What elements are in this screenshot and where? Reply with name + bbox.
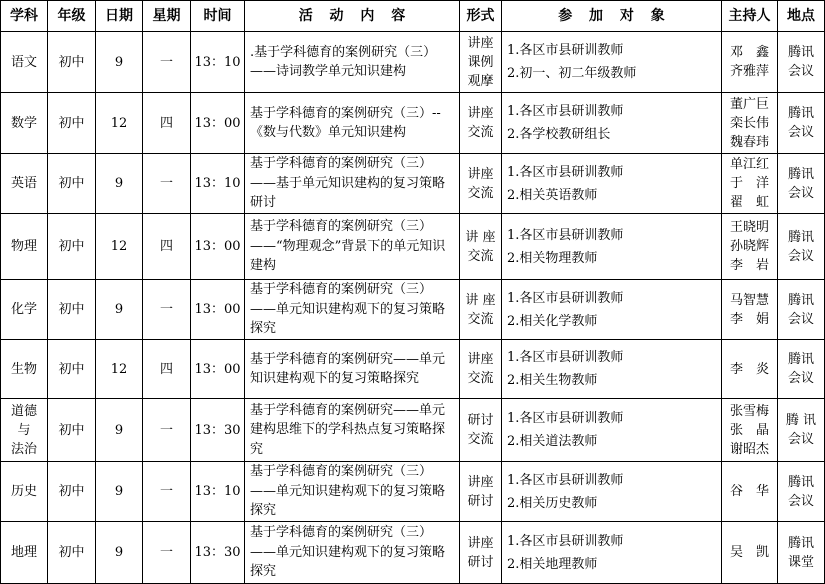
location-line: 腾讯 bbox=[787, 229, 814, 245]
host-name: 栾长伟 bbox=[729, 115, 769, 131]
participant-line: 2.相关地理教师 bbox=[507, 556, 598, 572]
participant-line: 1.各区市县研训教师 bbox=[507, 533, 624, 549]
host-cell bbox=[722, 522, 778, 584]
form-line: 交流 bbox=[467, 248, 494, 264]
content-text: 基于学科德育的案例研究（三）--《数与代数》单元知识建构 bbox=[250, 105, 441, 140]
date-cell: 9 bbox=[96, 522, 143, 584]
grade-cell: 初中 bbox=[48, 399, 96, 462]
location-line: 会议 bbox=[787, 64, 814, 79]
host-name: 董广巨 bbox=[729, 96, 769, 112]
host-name: 谷 华 bbox=[729, 484, 769, 499]
participants-cell bbox=[502, 522, 722, 584]
date-cell: 12 bbox=[96, 214, 143, 280]
participants-cell bbox=[502, 93, 722, 154]
subject-text: 物理 bbox=[10, 239, 37, 254]
weekday-cell: 四 bbox=[143, 340, 191, 399]
header-weekday: 星期 bbox=[143, 1, 191, 32]
form-line: 研讨 bbox=[467, 493, 494, 509]
location-line: 会议 bbox=[787, 125, 814, 140]
host-name: 李 娟 bbox=[729, 311, 769, 327]
form-line: 讲座 bbox=[467, 106, 494, 121]
time-cell: 13：30 bbox=[191, 399, 245, 462]
host-cell bbox=[722, 399, 778, 462]
date-cell: 9 bbox=[96, 154, 143, 214]
participant-line: 2.各学校教研组长 bbox=[507, 127, 611, 142]
header-subject: 学科 bbox=[1, 1, 48, 32]
location-cell bbox=[778, 462, 825, 522]
participants-cell bbox=[502, 280, 722, 340]
grade-cell: 初中 bbox=[48, 522, 96, 584]
content-cell bbox=[245, 154, 460, 214]
participants-cell bbox=[502, 340, 722, 399]
content-cell bbox=[245, 522, 460, 584]
content-cell bbox=[245, 399, 460, 462]
content-cell bbox=[245, 280, 460, 340]
weekday-cell: 一 bbox=[143, 522, 191, 584]
subject-text: 与 bbox=[17, 422, 31, 438]
host-name: 李 岩 bbox=[729, 258, 769, 273]
time-cell: 13：00 bbox=[191, 93, 245, 154]
location-line: 腾 讯 bbox=[785, 413, 817, 428]
form-line: 观摩 bbox=[467, 73, 494, 89]
subject-cell bbox=[1, 340, 48, 399]
subject-text: 历史 bbox=[10, 484, 37, 499]
location-line: 会议 bbox=[787, 432, 814, 447]
subject-text: 生物 bbox=[10, 361, 37, 377]
host-name: 翟 虹 bbox=[729, 195, 769, 210]
form-cell bbox=[460, 154, 502, 214]
time-cell: 13：10 bbox=[191, 32, 245, 93]
location-line: 腾讯 bbox=[787, 45, 814, 60]
participant-line: 1.各区市县研训教师 bbox=[507, 290, 624, 306]
participants-cell bbox=[502, 214, 722, 280]
location-cell bbox=[778, 522, 825, 584]
weekday-cell: 一 bbox=[143, 154, 191, 214]
host-cell bbox=[722, 93, 778, 154]
grade-cell: 初中 bbox=[48, 93, 96, 154]
header-content: 活 动 内 容 bbox=[245, 1, 460, 32]
subject-cell bbox=[1, 462, 48, 522]
location-line: 会议 bbox=[787, 371, 814, 386]
location-cell bbox=[778, 32, 825, 93]
form-line: 讲座 bbox=[467, 535, 494, 551]
subject-text: 语文 bbox=[10, 54, 37, 70]
weekday-cell: 一 bbox=[143, 32, 191, 93]
date-cell: 9 bbox=[96, 32, 143, 93]
content-cell bbox=[245, 462, 460, 522]
participant-line: 1.各区市县研训教师 bbox=[507, 227, 624, 243]
subject-text: 法治 bbox=[10, 441, 37, 457]
grade-cell: 初中 bbox=[48, 32, 96, 93]
host-cell bbox=[722, 214, 778, 280]
form-line: 讲座 bbox=[467, 166, 494, 182]
form-line: 交流 bbox=[467, 125, 494, 140]
weekday-cell: 四 bbox=[143, 93, 191, 154]
participant-line: 1.各区市县研训教师 bbox=[507, 350, 624, 365]
header-participants: 参 加 对 象 bbox=[502, 1, 722, 32]
location-line: 会议 bbox=[787, 311, 814, 327]
content-text: 基于学科德育的案例研究（三）——“物理观念”背景下的单元知识建构 bbox=[250, 219, 446, 274]
date-cell: 9 bbox=[96, 280, 143, 340]
date-cell: 12 bbox=[96, 340, 143, 399]
form-line: 交流 bbox=[467, 185, 494, 201]
time-cell: 13：00 bbox=[191, 340, 245, 399]
form-cell bbox=[460, 522, 502, 584]
subject-cell bbox=[1, 93, 48, 154]
form-line: 交流 bbox=[467, 432, 494, 447]
content-text: 基于学科德育的案例研究——单元知识建构观下的复习策略探究 bbox=[250, 351, 446, 386]
participant-line: 2.相关物理教师 bbox=[507, 250, 598, 266]
host-name: 张 晶 bbox=[729, 422, 769, 438]
header-host: 主持人 bbox=[722, 1, 778, 32]
header-date: 日期 bbox=[96, 1, 143, 32]
form-line: 课例 bbox=[467, 54, 494, 70]
subject-cell bbox=[1, 522, 48, 584]
participants-cell bbox=[502, 32, 722, 93]
form-line: 研讨 bbox=[467, 413, 494, 428]
host-cell bbox=[722, 462, 778, 522]
form-line: 讲 座 bbox=[465, 229, 496, 245]
host-name: 于 洋 bbox=[729, 176, 769, 191]
form-line: 讲 座 bbox=[465, 292, 496, 308]
participant-line: 1.各区市县研训教师 bbox=[507, 104, 624, 119]
grade-cell: 初中 bbox=[48, 154, 96, 214]
location-line: 腾讯 bbox=[787, 166, 814, 182]
location-line: 腾讯 bbox=[787, 474, 814, 490]
participant-line: 2.相关历史教师 bbox=[507, 495, 598, 511]
host-name: 邓 鑫 bbox=[729, 45, 769, 60]
form-cell bbox=[460, 340, 502, 399]
form-cell bbox=[460, 462, 502, 522]
host-name: 李 炎 bbox=[729, 361, 769, 377]
form-cell bbox=[460, 399, 502, 462]
subject-text: 道德 bbox=[10, 403, 37, 419]
content-cell bbox=[245, 32, 460, 93]
content-text: 基于学科德育的案例研究（三）——单元知识建构观下的复习策略探究 bbox=[250, 282, 446, 337]
date-cell: 12 bbox=[96, 93, 143, 154]
content-text: 基于学科德育的案例研究——单元建构思维下的学科热点复习策略探究 bbox=[250, 402, 446, 457]
host-name: 孙晓辉 bbox=[729, 239, 769, 254]
host-name: 单江红 bbox=[729, 157, 769, 172]
host-name: 谢昭杰 bbox=[729, 441, 769, 457]
form-line: 讲座 bbox=[467, 35, 494, 51]
date-cell: 9 bbox=[96, 462, 143, 522]
grade-cell: 初中 bbox=[48, 340, 96, 399]
time-cell: 13：00 bbox=[191, 214, 245, 280]
subject-cell bbox=[1, 154, 48, 214]
subject-text: 化学 bbox=[10, 302, 37, 317]
location-line: 会议 bbox=[787, 493, 814, 509]
location-cell bbox=[778, 154, 825, 214]
location-cell bbox=[778, 214, 825, 280]
location-line: 腾讯 bbox=[787, 352, 814, 367]
form-line: 交流 bbox=[467, 371, 494, 386]
host-name: 魏春玮 bbox=[729, 134, 769, 150]
location-line: 会议 bbox=[787, 185, 814, 201]
time-cell: 13：00 bbox=[191, 280, 245, 340]
weekday-cell: 一 bbox=[143, 462, 191, 522]
subject-text: 英语 bbox=[10, 176, 37, 191]
content-cell bbox=[245, 340, 460, 399]
subject-cell bbox=[1, 280, 48, 340]
content-cell bbox=[245, 214, 460, 280]
participant-line: 2.相关化学教师 bbox=[507, 313, 598, 329]
time-cell: 13：10 bbox=[191, 462, 245, 522]
grade-cell: 初中 bbox=[48, 214, 96, 280]
content-text: 基于学科德育的案例研究（三）——单元知识建构观下的复习策略探究 bbox=[250, 464, 446, 519]
host-cell bbox=[722, 280, 778, 340]
participant-line: 2.相关道法教师 bbox=[507, 434, 598, 449]
time-cell: 13：30 bbox=[191, 522, 245, 584]
host-name: 马智慧 bbox=[729, 292, 769, 308]
participant-line: 2.相关生物教师 bbox=[507, 373, 598, 388]
form-cell bbox=[460, 280, 502, 340]
weekday-cell: 四 bbox=[143, 214, 191, 280]
host-name: 张雪梅 bbox=[729, 403, 769, 419]
header-location: 地点 bbox=[778, 1, 825, 32]
form-cell bbox=[460, 32, 502, 93]
location-cell bbox=[778, 93, 825, 154]
location-cell bbox=[778, 280, 825, 340]
header-time: 时间 bbox=[191, 1, 245, 32]
host-name: 王晓明 bbox=[729, 220, 769, 235]
header-grade: 年级 bbox=[48, 1, 96, 32]
form-line: 讲座 bbox=[467, 352, 494, 367]
location-line: 课堂 bbox=[787, 554, 814, 570]
subject-cell bbox=[1, 214, 48, 280]
location-cell bbox=[778, 399, 825, 462]
subject-cell bbox=[1, 32, 48, 93]
participants-cell bbox=[502, 399, 722, 462]
weekday-cell: 一 bbox=[143, 280, 191, 340]
location-line: 腾讯 bbox=[787, 535, 814, 551]
header-form: 形式 bbox=[460, 1, 502, 32]
subject-text: 数学 bbox=[10, 115, 37, 131]
participant-line: 1.各区市县研训教师 bbox=[507, 472, 624, 488]
form-line: 交流 bbox=[467, 311, 494, 327]
form-cell bbox=[460, 93, 502, 154]
host-name: 齐雅萍 bbox=[729, 64, 769, 79]
grade-cell: 初中 bbox=[48, 462, 96, 522]
location-line: 腾讯 bbox=[787, 106, 814, 121]
date-cell: 9 bbox=[96, 399, 143, 462]
subject-cell bbox=[1, 399, 48, 462]
host-name: 吴 凯 bbox=[729, 545, 769, 560]
content-text: 基于学科德育的案例研究（三）——单元知识建构观下的复习策略探究 bbox=[250, 525, 446, 580]
participants-cell bbox=[502, 462, 722, 522]
participant-line: 1.各区市县研训教师 bbox=[507, 43, 624, 58]
host-cell bbox=[722, 340, 778, 399]
location-line: 会议 bbox=[787, 248, 814, 264]
weekday-cell: 一 bbox=[143, 399, 191, 462]
content-text: 基于学科德育的案例研究（三）——基于单元知识建构的复习策略研讨 bbox=[250, 156, 446, 211]
location-line: 腾讯 bbox=[787, 292, 814, 308]
time-cell: 13：10 bbox=[191, 154, 245, 214]
form-cell bbox=[460, 214, 502, 280]
content-text: .基于学科德育的案例研究（三）——诗词教学单元知识建构 bbox=[250, 44, 437, 79]
form-line: 讲座 bbox=[467, 474, 494, 490]
host-cell bbox=[722, 154, 778, 214]
participants-cell bbox=[502, 154, 722, 214]
subject-text: 地理 bbox=[10, 545, 37, 560]
location-cell bbox=[778, 340, 825, 399]
form-line: 研讨 bbox=[467, 554, 494, 570]
grade-cell: 初中 bbox=[48, 280, 96, 340]
host-cell bbox=[722, 32, 778, 93]
participant-line: 2.相关英语教师 bbox=[507, 187, 598, 203]
content-cell bbox=[245, 93, 460, 154]
participant-line: 1.各区市县研训教师 bbox=[507, 164, 624, 180]
participant-line: 2.初一、初二年级教师 bbox=[507, 66, 637, 81]
participant-line: 1.各区市县研训教师 bbox=[507, 411, 624, 426]
